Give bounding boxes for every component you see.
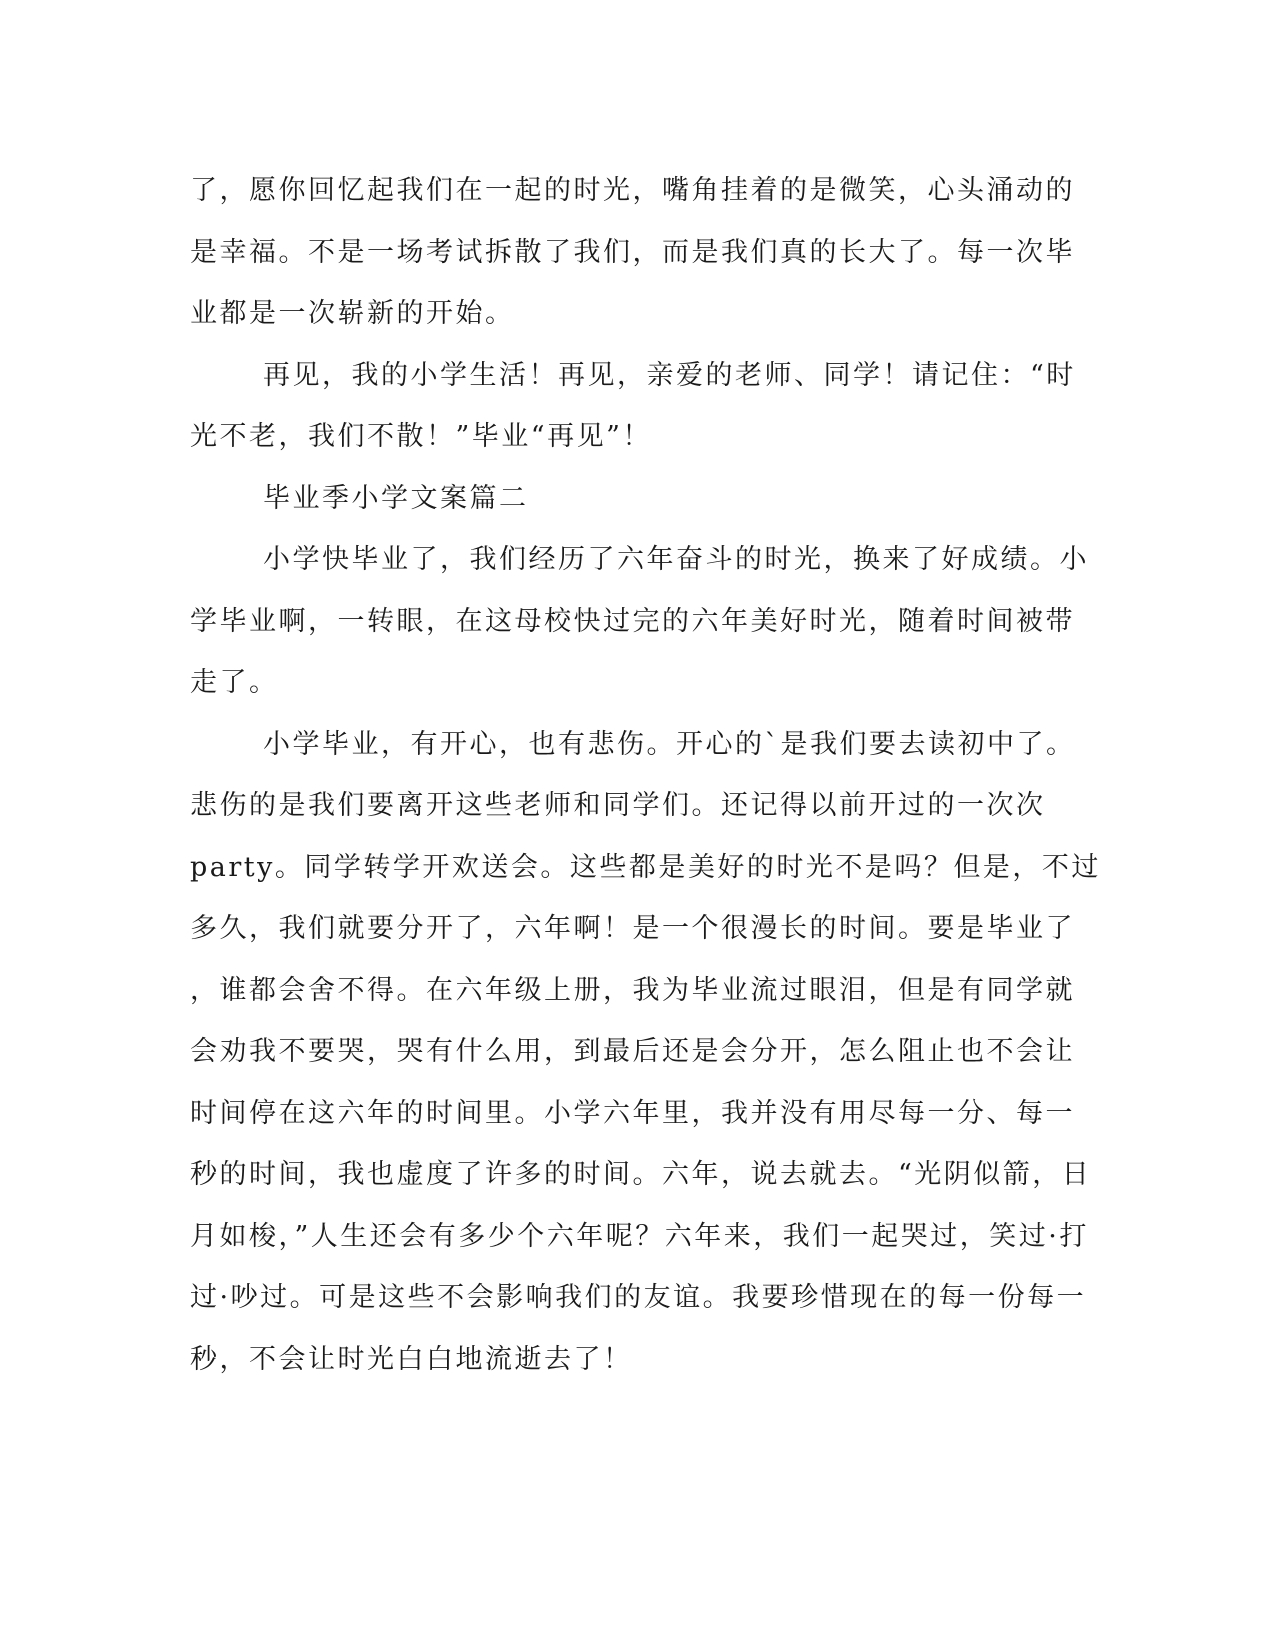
text-line: 秒，不会让时光白白地流逝去了！ (190, 1343, 633, 1375)
text-line: 多久，我们就要分开了，六年啊！是一个很漫长的时间。要是毕业了 (190, 913, 1075, 944)
text-line: 了，愿你回忆起我们在一起的时光，嘴角挂着的是微笑，心头涌动的 (190, 175, 1075, 206)
text-line: 会劝我不要哭，哭有什么用，到最后还是会分开，怎么阻止也不会让 (190, 1036, 1075, 1067)
text-line: 是幸福。不是一场考试拆散了我们，而是我们真的长大了。每一次毕 (190, 236, 1075, 268)
paragraph-start-line: 再见，我的小学生活！再见，亲爱的老师、同学！请记住：“时 (263, 359, 1076, 391)
text-line: 走了。 (190, 667, 279, 698)
text-line: 悲伤的是我们要离开这些老师和同学们。还记得以前开过的一次次 (190, 790, 1046, 821)
paragraph-start-line: 小学快毕业了，我们经历了六年奋斗的时光，换来了好成绩。小 (263, 544, 1089, 575)
text-line: 月如梭，”人生还会有多少个六年呢？六年来，我们一起哭过，笑过·打 (190, 1220, 1089, 1252)
text-line: 秒的时间，我也虚度了许多的时间。六年，说去就去。“光阴似箭，日 (190, 1159, 1092, 1190)
text-line: 光不老，我们不散！”毕业“再见”！ (190, 421, 652, 452)
text-line: 学毕业啊，一转眼，在这母校快过完的六年美好时光，随着时间被带 (190, 605, 1075, 637)
document-body (190, 160, 1101, 1390)
text-line: 时间停在这六年的时间里。小学六年里，我并没有用尽每一分、每一 (190, 1097, 1075, 1129)
section-heading: 毕业季小学文案篇二 (263, 482, 529, 514)
text-line: ，谁都会舍不得。在六年级上册，我为毕业流过眼泪，但是有同学就 (190, 974, 1075, 1006)
text-line: 过·吵过。可是这些不会影响我们的友谊。我要珍惜现在的每一份每一 (190, 1282, 1087, 1313)
text-line: 业都是一次崭新的开始。 (190, 298, 515, 329)
text-line: party。同学转学开欢送会。这些都是美好的时光不是吗？但是，不过 (190, 851, 1101, 883)
paragraph-start-line: 小学毕业，有开心，也有悲伤。开心的`是我们要去读初中了。 (263, 728, 1076, 760)
